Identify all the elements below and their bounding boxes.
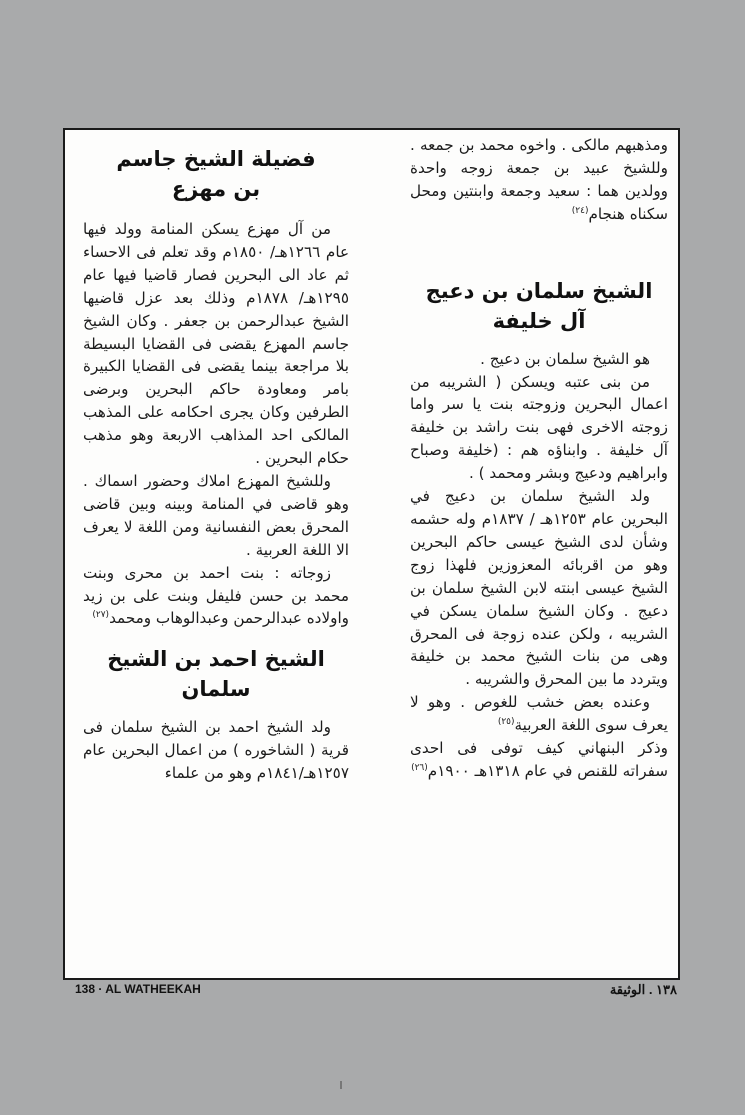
paragraph: زوجاته : بنت احمد بن محرى وبنت محمد بن حسن فليفل وبنت على بن زيد واولاده عبدالرحمن وعبدالوهاب ومحمد$^{(٢٧)}$ bbox=[83, 563, 349, 628]
paragraph: وذكر البنهاني كيف توفى فى احدى سفراته للقنص في عام ١٣١٨هـ ١٩٠٠م$^{(٢٦)}$ bbox=[410, 739, 668, 780]
footnote-ref: (٢٦) bbox=[411, 762, 428, 773]
paragraph: ولد الشيخ احمد بن الشيخ سلمان فى قرية ( الشاخوره ) من اعمال البحرين عام ١٢٥٧هـ/١٨٤١م وهو من علماء bbox=[83, 718, 349, 783]
page-frame bbox=[63, 128, 680, 980]
paragraph: هو الشيخ سلمان بن دعيج . bbox=[480, 349, 650, 368]
footnote-ref: (٢٤) bbox=[571, 205, 589, 216]
paragraph: ولد الشيخ سلمان بن دعيج في البحرين عام ١٢٥٣هـ / ١٨٣٧م وله حشمه وشأن لدى الشيخ عيسى حاكم البحرين وهو من اقربائه المعزوزين فلهذا زوج الشيخ عيسى ابنته لابن الشيخ سلمان بن دعيج . وكان الشيخ سلمان يسكن في الشريبه ، ولكن عنده زوجة فى المحرق وهى من بنات الشيخ محمد بن خليفة ويتردد ما بين المحرق والشريبه . bbox=[410, 487, 668, 689]
footnote-ref: (٢٥) bbox=[497, 717, 515, 728]
footer-page-number-latin: 138 · AL WATHEEKAH bbox=[75, 982, 201, 996]
footnote-ref: (٢٧) bbox=[92, 610, 110, 621]
section-heading-line2: سلمان bbox=[181, 677, 251, 702]
intro-paragraph: ومذهبهم مالكى . واخوه محمد بن جمعه . وللشيخ عبيد بن جمعة زوجه واحدة وولدين هما : سعيد وجمعة وابنتين ومحل سكناه هنجام$^{(٢٤)}$ bbox=[410, 136, 668, 223]
right-column bbox=[410, 130, 668, 783]
section-heading-line2: آل خليفة bbox=[492, 308, 586, 333]
paragraph: وللشيخ المهزع املاك وحضور اسماك . وهو قاضى في المنامة وبينه وبين قاضى المحرق بعض النفسانية ومن اللغة لا يعرف الا اللغة العربية . bbox=[83, 471, 349, 559]
scan-mark bbox=[340, 1081, 342, 1089]
paragraph: من آل مهزع يسكن المنامة وولد فيها عام ١٢٦٦هـ/ ١٨٥٠م وقد تعلم فى الاحساء ثم عاد الى البحرين فصار قاضيا فيها عام ١٢٩٥هـ/ ١٨٧٨م وذلك بعد عزل قاضيها الشيخ عبدالرحمن بن جعفر . وكان الشيخ جاسم المهزع يقضى فى القضايا البسيطة بلا مراجعة بينما يقضى فى القضايا الكبيرة بامر ومعاودة حاكم البحرين وبرضى الطرفين وكان يجرى احكامه على المذهب المالكى احد المذاهب الاربعة وهو مذهب حكام البحرين . bbox=[83, 220, 350, 468]
section-heading: فضيلة الشيخ جاسم bbox=[116, 147, 316, 171]
footer-page-number-arabic: ١٣٨ . الوثيقة bbox=[609, 982, 677, 997]
paragraph: من بنى عتبه ويسكن ( الشريبه من اعمال البحرين وزوجته بنت يا سر واما زوجته الاخرى فهى بنت راشد بن خليفة آل خليفة . وابناؤه هم : (خليفة وصباح وابراهيم ودعيج وبشر ومحمد ) . bbox=[410, 372, 668, 483]
left-column bbox=[83, 130, 349, 785]
section-heading-line2: بن مهزع bbox=[171, 177, 261, 201]
section-heading: الشيخ احمد بن الشيخ bbox=[107, 647, 325, 672]
paragraph: وعنده بعض خشب للغوص . وهو لا يعرف سوى اللغة العربية$^{(٢٥)}$ bbox=[410, 693, 668, 735]
section-heading: الشيخ سلمان بن دعيج bbox=[425, 278, 653, 303]
